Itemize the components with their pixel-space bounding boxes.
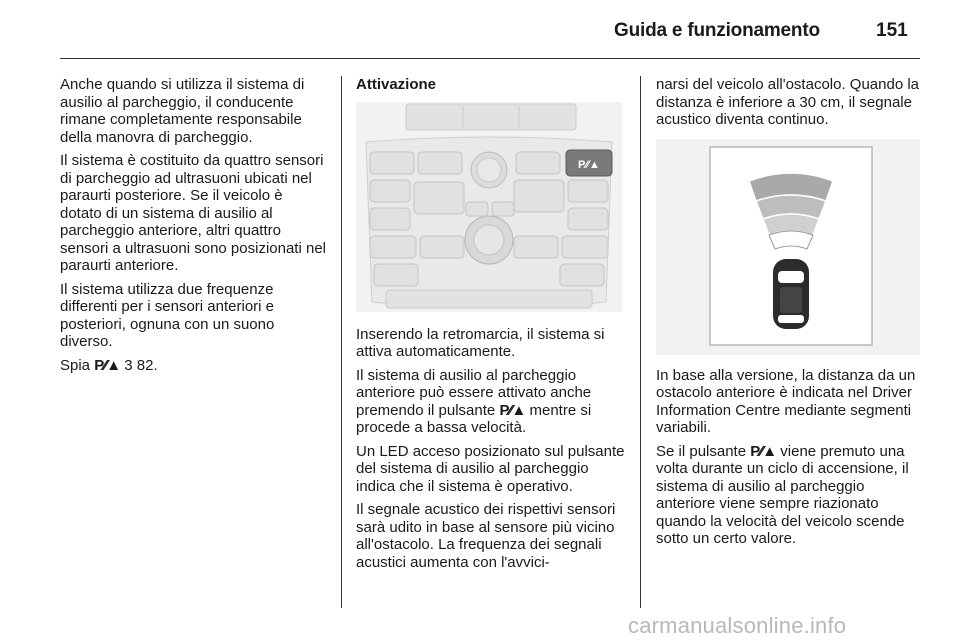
- column-divider-1: [341, 76, 342, 608]
- paragraph-frequencies: Il sistema utilizza due frequenze differenti per i sensori anteriori e posteriori, ognuna con un suono diverso.: [60, 280, 275, 350]
- paragraph-acoustic: Il segnale acustico dei rispettivi sensori sarà udito in base al sensore più vicino all'ostacolo. La frequenza dei segnali acustici aumenta con l'avvici-: [356, 501, 616, 571]
- header-divider: [60, 58, 920, 59]
- park-assist-icon: P⁄⁄▲: [499, 401, 526, 419]
- text-column-3: [656, 76, 926, 554]
- indicator-label: Spia: [60, 356, 91, 374]
- page-number: 151: [876, 20, 908, 41]
- paragraph-indicator-ref: [60, 357, 328, 375]
- text-column-1: [60, 76, 328, 380]
- front-activation-text-end: mentre si procede a bassa velocità.: [356, 401, 592, 436]
- section-heading-activation: Attivazione: [356, 76, 437, 93]
- front-activation-text: Il sistema di ausilio al parcheggio anteriore può essere attivato anche premendo il pulsante: [356, 366, 592, 419]
- paragraph-led: Un LED acceso posizionato sul pulsante del sistema di ausilio al parcheggio indica che il sistema è operativo.: [356, 442, 625, 495]
- paragraph-sensors: Il sistema è costituito da quattro sensori di parcheggio ad ultrasuoni ubicati nel paraurti posteriore. Se il veicolo è dotato di un sistema di ausilio al parcheggio anteriore, altri quattro sensori a ultrasuoni sono posizionati nel paraurti anteriore.: [60, 152, 326, 274]
- page-header-title: Guida e funzionamento: [614, 20, 820, 41]
- button-press-text-end: viene premuto una volta durante un ciclo di accensione, il sistema di ausilio al parcheggio anteriore viene sempre riazionato quando la velocità del veicolo scende sotto un certo valore.: [656, 442, 909, 547]
- paragraph-front-activation: [356, 367, 626, 437]
- park-assist-button: P⁄⁄▲: [578, 158, 600, 171]
- distance-display-figure: [656, 139, 920, 355]
- text-column-2: [356, 76, 626, 577]
- paragraph-continuous-signal: narsi del veicolo all'ostacolo. Quando la distanza è inferiore a 30 cm, il segnale acustico diventa continuo.: [656, 76, 920, 128]
- column-divider-2: [640, 76, 641, 608]
- page-reference-link[interactable]: 3 82.: [124, 356, 158, 374]
- paragraph-version-display: In base alla versione, la distanza da un ostacolo anteriore è indicata nel Driver Information Centre mediante segmenti variabili.: [656, 366, 916, 436]
- paragraph-responsibility: Anche quando si utilizza il sistema di ausilio al parcheggio, il conducente rimane completamente responsabile della manovra di parcheggio.: [60, 76, 305, 146]
- paragraph-button-press: [656, 443, 926, 548]
- button-press-text: Se il pulsante: [656, 442, 747, 460]
- park-assist-icon: P⁄⁄▲: [94, 356, 121, 374]
- center-console-figure: [356, 102, 622, 312]
- paragraph-auto-activation: Inserendo la retromarcia, il sistema si attiva automaticamente.: [356, 325, 605, 360]
- site-watermark: carmanualsonline.info: [628, 613, 847, 638]
- park-assist-icon: P⁄⁄▲: [750, 442, 777, 460]
